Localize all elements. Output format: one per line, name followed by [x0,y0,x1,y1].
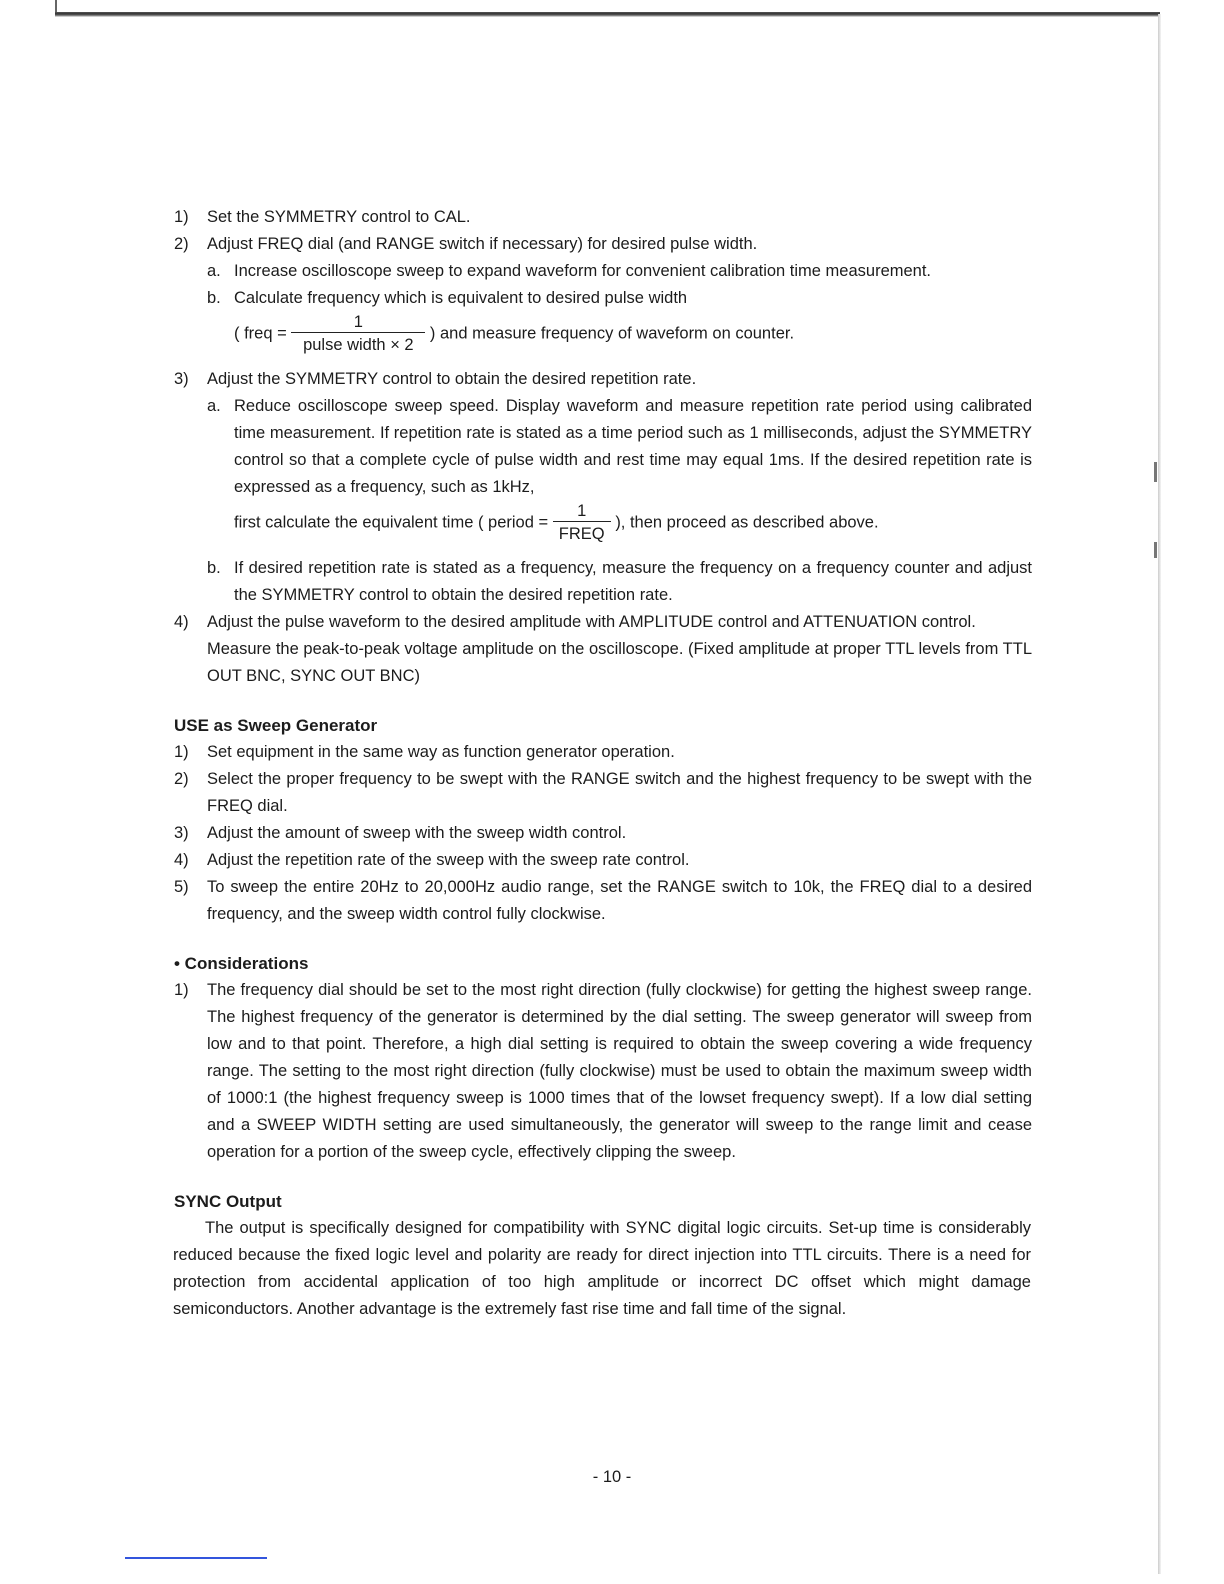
step-2a: a. Increase oscilloscope sweep to expand waveform for convenient calibration time measurement. [207,262,932,280]
step-4: 4) Adjust the pulse waveform to the desired amplitude with AMPLITUDE control and ATTENUATION control. [174,613,976,631]
page-number: - 10 - [592,1468,632,1486]
sweep-step-4: 4) Adjust the repetition rate of the sweep with the sweep rate control. [174,851,690,869]
step-2b: b. Calculate frequency which is equivalent to desired pulse width [207,289,688,307]
considerations-heading: • Considerations [174,954,309,973]
period-formula: first calculate the equivalent time ( period = $\frac{1}{\text{FREQ}}$ ), then proceed as described above. [234,502,879,543]
sweep-step-3: 3) Adjust the amount of sweep with the sweep width control. [174,824,627,842]
sync-paragraph: The output is specifically designed for compatibility with SYNC digital logic circuits. Set-up time is considerably reduced because the fixed logic level and polarity are ready for direct injection into TTL circuits. There is a need for protection from accidental application of too high amplitude or incorrect DC offset which might damage semiconductors. Another advantage is the extremely fast rise time and fall time of the signal. [173,1219,1031,1318]
step-3b: b. If desired repetition rate is stated as a frequency, measure the frequency on a frequency counter and adjust the SYMMETRY control to obtain the desired repetition rate. [207,559,1032,604]
period-fraction: $\frac{1}{\text{FREQ}}$ [553,501,611,545]
step-4-note: Measure the peak-to-peak voltage amplitude on the oscilloscope. (Fixed amplitude at proper TTL levels from TTL OUT BNC, SYNC OUT BNC) [207,640,1032,685]
step-2: 2) Adjust FREQ dial (and RANGE switch if necessary) for desired pulse width. [174,235,758,253]
scan-bottom-line [125,1557,267,1559]
sweep-step-5: 5) To sweep the entire 20Hz to 20,000Hz audio range, set the RANGE switch to 10k, the FREQ dial to a desired frequency, and the sweep width control fully clockwise. [174,878,1032,923]
freq-fraction: $\frac{1}{\text{pulse width × 2}}$ [291,312,425,356]
scan-right-mark [1154,462,1157,482]
scan-right-mark [1154,542,1157,558]
step-3a: a. Reduce oscilloscope sweep speed. Display waveform and measure repetition rate period using calibrated time measurement. If repetition rate is stated as a time period such as 1 milliseconds, adjust the SYMMETRY control so that a complete cycle of pulse width and rest time may equal 1ms. If the desired repetition rate is expressed as a frequency, such as 1kHz, [207,397,1032,496]
scan-top-rule [55,12,1160,17]
sweep-step-1: 1) Set equipment in the same way as function generator operation. [174,743,675,761]
page-content [174,204,1032,1323]
freq-formula: ( freq = $\frac{1}{\text{pulse width × 2}}$ ) and measure frequency of waveform on counter. [234,313,795,354]
step-1: 1) Set the SYMMETRY control to CAL. [174,208,471,226]
considerations-step-1: 1) The frequency dial should be set to the most right direction (fully clockwise) for getting the highest sweep range. The highest frequency of the generator is determined by the dial setting. The sweep generator will sweep from low and to that point. Therefore, a high dial setting is required to obtain the sweep covering a wide frequency range. The setting to the most right direction (fully clockwise) must be used to obtain the maximum sweep width of 1000:1 (the highest frequency sweep is 1000 times that of the lowset frequency swept). If a low dial setting and a SWEEP WIDTH setting are used simultaneously, the generator will sweep to the range limit and cease operation for a portion of the sweep cycle, effectively clipping the sweep. [174,981,1032,1161]
scan-right-edge [1158,14,1161,1574]
sync-heading: SYNC Output [174,1192,282,1211]
sweep-step-2: 2) Select the proper frequency to be swept with the RANGE switch and the highest frequency to be swept with the FREQ dial. [174,770,1032,815]
sweep-heading: USE as Sweep Generator [174,716,378,735]
step-3: 3) Adjust the SYMMETRY control to obtain the desired repetition rate. [174,370,697,388]
